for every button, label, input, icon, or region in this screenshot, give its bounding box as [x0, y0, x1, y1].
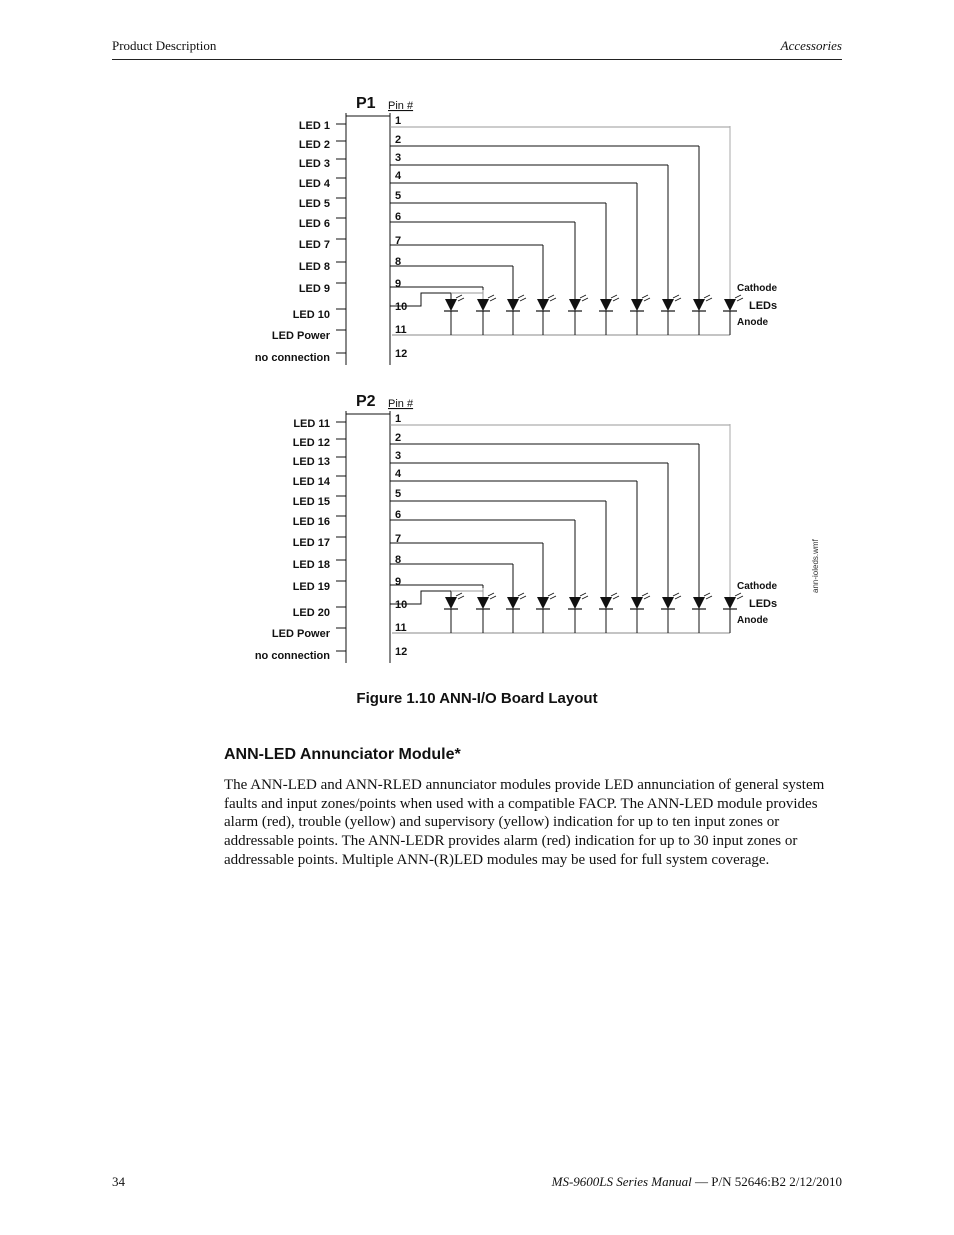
led-diode-icon [662, 597, 674, 609]
pin-number: 12 [395, 646, 408, 658]
led-light-arrow-icon [706, 596, 712, 599]
led-diode-icon [693, 299, 705, 311]
figure-caption: Figure 1.10 ANN-I/O Board Layout [356, 690, 598, 707]
signal-label: LED 14 [292, 476, 330, 488]
pin-number: 10 [395, 599, 408, 611]
pin-number: 4 [395, 170, 402, 182]
led-light-arrow-icon [642, 295, 648, 298]
led-diode-icon [537, 597, 549, 609]
pin-number: 1 [395, 413, 402, 425]
pin-number: 2 [395, 432, 402, 444]
led-diode-icon [662, 299, 674, 311]
led-light-arrow-icon [675, 596, 681, 599]
signal-label: LED 5 [298, 198, 330, 210]
pin-number: 8 [395, 256, 402, 268]
led-light-arrow-icon [488, 593, 494, 596]
led-diode-icon [507, 597, 519, 609]
led-light-arrow-icon [490, 596, 496, 599]
led-diode-icon [631, 299, 643, 311]
pin-number: 1 [395, 115, 402, 127]
signal-label: LED 12 [292, 437, 330, 449]
pin-number: 11 [395, 324, 407, 336]
cathode-label: Cathode [737, 283, 777, 294]
signal-label: LED 11 [293, 418, 330, 430]
leds-label: LEDs [749, 598, 778, 610]
signal-label: LED 7 [298, 239, 330, 251]
connector-p1-label: P1 [356, 95, 376, 112]
footer-manual-reference [552, 1174, 842, 1190]
pin-number: 2 [395, 134, 402, 146]
signal-label: LED 17 [292, 537, 330, 549]
led-diode-icon [507, 299, 519, 311]
led-diode-icon [693, 597, 705, 609]
led-light-arrow-icon [704, 593, 710, 596]
signal-label: LED 3 [298, 158, 330, 170]
led-light-arrow-icon [642, 593, 648, 596]
signal-label: LED 6 [298, 218, 330, 230]
led-diode-icon [600, 299, 612, 311]
page-number: 34 [112, 1174, 125, 1189]
pin-number-header: Pin # [388, 100, 414, 112]
pin-number: 6 [395, 211, 402, 223]
pin-number: 5 [395, 488, 402, 500]
signal-label: LED Power [271, 330, 330, 342]
pin-number: 7 [395, 533, 402, 545]
led-light-arrow-icon [735, 295, 741, 298]
pin-number: 3 [395, 152, 402, 164]
figure-file-label: ann-ioleds.wmf [811, 539, 820, 593]
signal-label: LED 4 [298, 178, 330, 190]
anode-label: Anode [737, 317, 769, 328]
led-light-arrow-icon [548, 593, 554, 596]
led-diode-icon [600, 597, 612, 609]
led-light-arrow-icon [490, 298, 496, 301]
led-light-arrow-icon [673, 593, 679, 596]
manual-title: MS-9600LS Series Manual [551, 1174, 692, 1189]
led-diode-icon [569, 299, 581, 311]
led-light-arrow-icon [735, 593, 741, 596]
led-light-arrow-icon [613, 298, 619, 301]
signal-label: LED 16 [292, 516, 330, 528]
header-section-title: Product Description [112, 38, 217, 53]
led-diode-icon [445, 597, 457, 609]
pin-number: 5 [395, 190, 402, 202]
led-diode-icon [724, 597, 736, 609]
signal-label: LED 1 [298, 120, 330, 132]
part-number: — P/N 52646:B2 2/12/2010 [691, 1174, 842, 1189]
led-light-arrow-icon [520, 298, 526, 301]
signal-label: no connection [254, 650, 330, 662]
led-diode-icon [569, 597, 581, 609]
signal-label: LED 2 [298, 139, 330, 151]
led-diode-icon [477, 597, 489, 609]
pin-number: 3 [395, 450, 402, 462]
led-light-arrow-icon [550, 596, 556, 599]
led-light-arrow-icon [458, 596, 464, 599]
signal-label: LED 9 [298, 283, 330, 295]
signal-label: LED Power [271, 628, 330, 640]
led-light-arrow-icon [550, 298, 556, 301]
signal-label: LED 18 [292, 559, 330, 571]
section-heading: ANN-LED Annunciator Module* [224, 746, 461, 763]
led-light-arrow-icon [458, 298, 464, 301]
led-light-arrow-icon [518, 295, 524, 298]
signal-label: no connection [254, 352, 330, 364]
led-light-arrow-icon [548, 295, 554, 298]
led-light-arrow-icon [456, 593, 462, 596]
pin-number: 11 [395, 622, 407, 634]
led-diode-icon [724, 299, 736, 311]
pin-number: 12 [395, 348, 408, 360]
pin-number: 8 [395, 554, 402, 566]
led-light-arrow-icon [737, 596, 743, 599]
led-light-arrow-icon [582, 298, 588, 301]
pin-number: 7 [395, 235, 402, 247]
led-light-arrow-icon [644, 298, 650, 301]
header-chapter-title: Accessories [780, 38, 842, 53]
pin-number: 9 [395, 278, 402, 290]
led-light-arrow-icon [704, 295, 710, 298]
signal-label: LED 15 [292, 496, 330, 508]
led-light-arrow-icon [706, 298, 712, 301]
signal-label: LED 8 [298, 261, 330, 273]
pin-number: 4 [395, 468, 402, 480]
led-light-arrow-icon [611, 295, 617, 298]
leds-label: LEDs [749, 300, 778, 312]
led-light-arrow-icon [675, 298, 681, 301]
led-light-arrow-icon [737, 298, 743, 301]
signal-label: LED 19 [292, 581, 330, 593]
signal-label: LED 10 [292, 309, 330, 321]
led-diode-icon [477, 299, 489, 311]
cathode-label: Cathode [737, 581, 777, 592]
led-diode-icon [445, 299, 457, 311]
led-light-arrow-icon [488, 295, 494, 298]
led-light-arrow-icon [582, 596, 588, 599]
pin-number: 6 [395, 509, 402, 521]
pin-number-header: Pin # [388, 398, 414, 410]
led-light-arrow-icon [580, 295, 586, 298]
led-diode-icon [631, 597, 643, 609]
pin-number: 9 [395, 576, 402, 588]
signal-label: LED 20 [292, 607, 330, 619]
led-light-arrow-icon [456, 295, 462, 298]
led-light-arrow-icon [518, 593, 524, 596]
anode-label: Anode [737, 615, 769, 626]
led-light-arrow-icon [673, 295, 679, 298]
signal-label: LED 13 [292, 456, 330, 468]
pin-number: 10 [395, 301, 408, 313]
led-light-arrow-icon [520, 596, 526, 599]
led-diode-icon [537, 299, 549, 311]
section-body-text: The ANN-LED and ANN-RLED annunciator modules provide LED annunciation of general system faults and input zones/points when used with a compatible FACP. The ANN-LED module provides alarm (red), trouble (yellow) and supervisory (yellow) indication for up to ten input zones or addressable points. The ANN-LEDR provides alarm (red) indication for up to 30 input zones or addressable points. Multiple ANN-(R)LED modules may be used for full system coverage. [224, 777, 825, 868]
led-light-arrow-icon [644, 596, 650, 599]
led-light-arrow-icon [580, 593, 586, 596]
connector-p2-label: P2 [356, 393, 376, 410]
led-light-arrow-icon [613, 596, 619, 599]
led-light-arrow-icon [611, 593, 617, 596]
